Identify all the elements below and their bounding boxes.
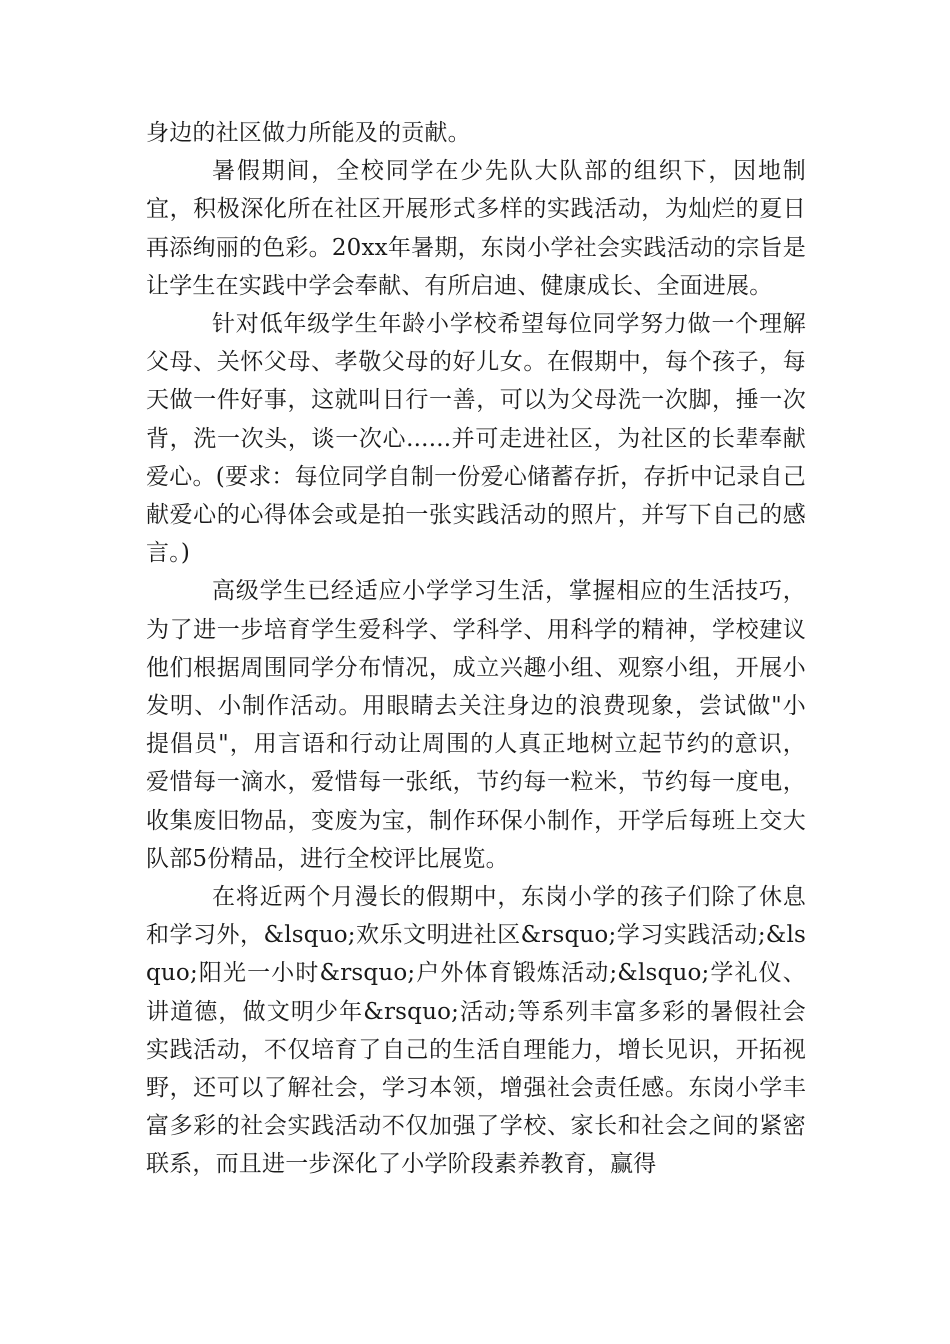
paragraph-upper-grades: 高级学生已经适应小学学习生活，掌握相应的生活技巧，为了进一步培育学生爱科学、学科学、用科学的精神，学校建议他们根据周围同学分布情况，成立兴趣小组、观察小组，开展小发明、小制作活动。用眼睛去关注身边的浪费现象，尝试做"小提倡员"，用言语和行动让周围的人真正地树立起节约的意识，爱惜每一滴水，爱惜每一张纸，节约每一粒米，节约每一度电，收集废旧物品，变废为宝，制作环保小制作，开学后每班上交大队部5份精品，进行全校评比展览。 (146, 578, 806, 872)
paragraph-continuation: 身边的社区做力所能及的贡献。 (146, 120, 471, 146)
paragraph-holiday-summary: 在将近两个月漫长的假期中，东岗小学的孩子们除了休息和学习外，&lsquo;欢乐文明进社区&rsquo;学习实践活动;&lsquo;阳光一小时&rsquo;户外体育锻炼活动;&lsquo;学礼仪、讲道德，做文明少年&rsquo;活动;等系列丰富多彩的暑假社会实践活动，不仅培育了自己的生活自理能力，增长见识，开拓视野，还可以了解社会，学习本领，增强社会责任感。东岗小学丰富多彩的社会实践活动不仅加强了学校、家长和社会之间的紧密联系，而且进一步深化了小学阶段素养教育，赢得 (146, 884, 806, 1178)
paragraph-lower-grades: 针对低年级学生年龄小学校希望每位同学努力做一个理解父母、关怀父母、孝敬父母的好儿女。在假期中，每个孩子，每天做一件好事，这就叫日行一善，可以为父母洗一次脚，捶一次背，洗一次头，谈一次心......并可走进社区，为社区的长辈奉献爱心。(要求：每位同学自制一份爱心储蓄存折，存折中记录自己献爱心的心得体会或是拍一张实践活动的照片，并写下自己的感言。) (146, 311, 806, 567)
body-text (146, 114, 806, 1184)
paragraph-summer-activities: 暑假期间，全校同学在少先队大队部的组织下，因地制宜，积极深化所在社区开展形式多样的实践活动，为灿烂的夏日再添绚丽的色彩。20xx年暑期，东岗小学社会实践活动的宗旨是让学生在实践中学会奉献、有所启迪、健康成长、全面进展。 (146, 158, 806, 299)
